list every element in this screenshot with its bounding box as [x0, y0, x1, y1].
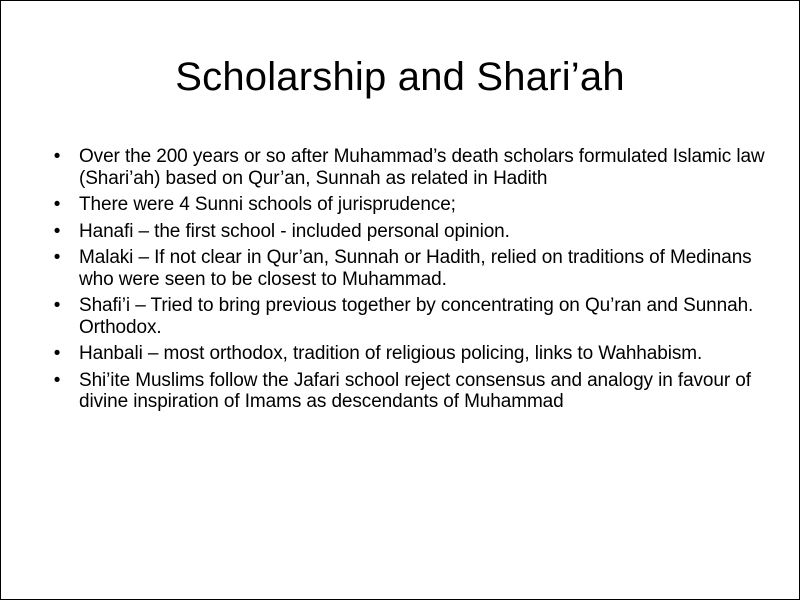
bullet-item — [51, 221, 771, 243]
bullet-text: Malaki – If not clear in Qur’an, Sunnah or Hadith, relied on traditions of Medinans who were seen to be closest to Muhammad. — [79, 247, 752, 290]
bullet-item — [51, 295, 771, 338]
bullet-text: Shi’ite Muslims follow the Jafari school reject consensus and analogy in favour of divine inspiration of Imams as descendants of Muhammad — [79, 369, 751, 412]
bullet-list — [51, 146, 771, 418]
bullet-text: Over the 200 years or so after Muhammad’s death scholars formulated Islamic law (Shari’ah) based on Qur’an, Sunnah as related in Hadith — [79, 146, 765, 189]
slide-title: Scholarship and Shari’ah — [175, 55, 625, 99]
bullet-icon: • — [53, 146, 61, 167]
bullet-icon: • — [53, 220, 61, 242]
bullet-item — [51, 146, 771, 189]
bullet-text: Hanafi – the first school - included personal opinion. — [79, 220, 510, 242]
bullet-item — [51, 343, 771, 365]
bullet-icon: • — [53, 247, 61, 268]
bullet-item — [51, 370, 771, 413]
bullet-item — [51, 247, 771, 290]
bullet-text: Shafi’i – Tried to bring previous together by concentrating on Qu’ran and Sunnah. Orthodox. — [79, 295, 754, 338]
bullet-text: There were 4 Sunni schools of jurisprudence; — [79, 194, 456, 215]
bullet-text: Hanbali – most orthodox, tradition of religious policing, links to Wahhabism. — [79, 343, 703, 364]
bullet-icon: • — [53, 369, 61, 391]
bullet-item — [51, 194, 771, 216]
bullet-icon: • — [53, 295, 61, 316]
bullet-icon: • — [53, 194, 61, 215]
bullet-icon: • — [53, 343, 61, 364]
